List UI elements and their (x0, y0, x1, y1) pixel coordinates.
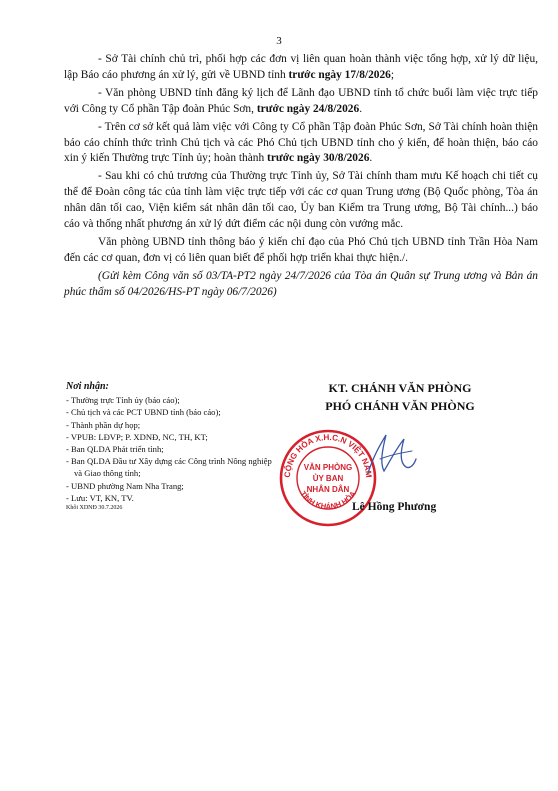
recipients-title: Nơi nhận: (66, 381, 109, 392)
recipient-item: - Thường trực Tỉnh ủy (báo cáo); (66, 395, 180, 406)
paragraph-text: - Trên cơ sở kết quả làm việc với Công ty Cổ phần Tập đoàn Phúc Sơn, Sở Tài chính hoàn thiện báo cáo chính thức trình Chủ tịch và các Phó Chủ tịch UBND tỉnh cho ý kiến, để hoàn thiện, báo cáo xin ý kiến Thường trực Tỉnh ủy; hoàn thành (64, 120, 538, 165)
signature-title-line2: PHÓ CHÁNH VĂN PHÒNG (325, 399, 475, 413)
paragraph-text: ; (390, 68, 395, 81)
signature-block (290, 379, 510, 415)
recipient-item: - UBND phường Nam Nha Trang; (66, 480, 184, 491)
paragraph-text: - Văn phòng UBND tỉnh đăng ký lịch để Lãnh đạo UBND tỉnh tổ chức buổi làm việc trực tiếp với Công ty Cổ phần Tập đoàn Phúc Sơn, (64, 86, 538, 115)
recipient-item: - Lưu: VT, KN, TV. (66, 492, 134, 503)
attachment-note: (Gửi kèm Công văn số 03/TA-PT2 ngày 24/7/2026 của Tòa án Quân sự Trung ương và Bản án phúc thẩm số 04/2026/HS-PT ngày 06/7/2026) (64, 269, 538, 298)
paragraph-text: . (359, 102, 363, 115)
seal-bottom-text: TỈNH KHÁNH HÒA (298, 489, 358, 511)
handwritten-signature (360, 425, 420, 485)
body-paragraph (64, 86, 538, 118)
body-paragraph (64, 235, 538, 267)
body-paragraph (64, 169, 538, 233)
seal-inner-line1: VĂN PHÒNG (303, 463, 353, 472)
seal-inner-line3: NHÂN DÂN (306, 485, 350, 494)
document-code: Khôi XDNĐ 30.7.2026 (66, 505, 123, 512)
page-number: 3 (276, 35, 282, 47)
deadline-text: trước ngày 17/8/2026 (288, 68, 391, 81)
recipient-item: - Ban QLDA Đầu tư Xây dựng các Công trình Nông nghiệp và Giao thông tỉnh; (66, 456, 272, 479)
paragraph-text: - Sau khi có chủ trương của Thường trực Tỉnh ủy, Sở Tài chính tham mưu Kế hoạch chi tiết cụ thể để Đoàn công tác của tỉnh làm việc trực tiếp với các cơ quan Trung ương (Bộ Quốc phòng, Tòa án nhân dân tối cao, Viện kiểm sát nhân dân tối cao, Ủy ban Kiểm tra Trung ương, Bộ Tài chính...) báo cáo và thống nhất phương án xử lý dứt điểm các nội dung còn vướng mắc. (64, 170, 538, 231)
recipient-item: - VPUB: LĐVP; P. XDNĐ, NC, TH, KT; (66, 431, 208, 442)
signature-title-line1: KT. CHÁNH VĂN PHÒNG (328, 381, 472, 395)
recipients-block (66, 381, 281, 512)
paragraph-text: - Sở Tài chính chủ trì, phối hợp các đơn vị liên quan hoàn thành việc tổng hợp, xử lý dữ liệu, lập Báo cáo phương án xử lý, gửi về UBND tỉnh (64, 53, 538, 81)
deadline-text: trước ngày 24/8/2026 (256, 102, 360, 115)
recipient-item: - Thành phần dự họp; (66, 419, 141, 430)
document-body (64, 52, 538, 303)
recipient-item: - Chủ tịch và các PCT UBND tỉnh (báo cáo); (66, 407, 221, 418)
recipient-item: - Ban QLDA Phát triển tỉnh; (66, 444, 164, 455)
deadline-text: trước ngày 30/8/2026 (267, 152, 370, 165)
seal-outer-text: CỘNG HÒA X.H.C.N VIỆT NAM (282, 432, 374, 478)
signer-name: Lê Hồng Phương (352, 501, 437, 513)
seal-inner-line2: ỦY BAN (312, 474, 344, 483)
paragraph-text: . (369, 152, 373, 165)
body-paragraph (64, 120, 538, 168)
paragraph-text: Văn phòng UBND tỉnh thông báo ý kiến chỉ đạo của Phó Chủ tịch UBND tỉnh Trần Hòa Nam đến các cơ quan, đơn vị có liên quan biết để phối hợp triển khai thực hiện./. (64, 235, 538, 264)
body-paragraph (64, 52, 538, 84)
